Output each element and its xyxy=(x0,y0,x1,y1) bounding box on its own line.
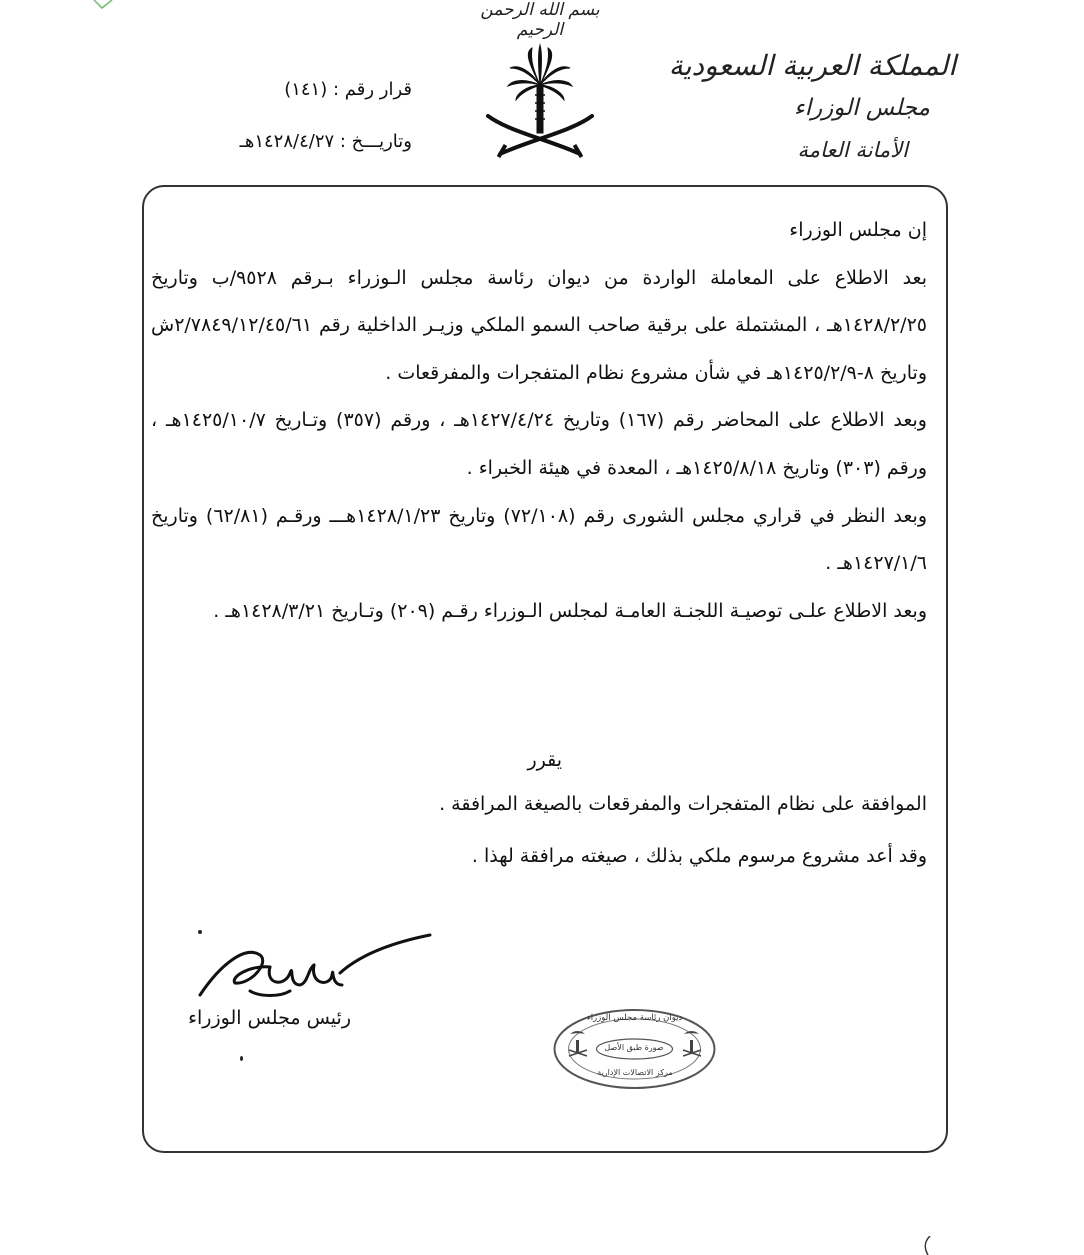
decision-number: قرار رقم : (١٤١) xyxy=(284,79,412,100)
body-paragraph: وبعد الاطلاع على المحاضر رقم (١٦٧) وتاريخ ١٤٢٧/٤/٢٤هـ ، ورقم (٣٥٧) وتـاريخ ١٤٢٥/١٠/٧هـ ، ورقم (٣٠٣) وتاريخ ١٤٢٥/٨/١٨هـ ، المعدة في هيئة الخبراء . xyxy=(151,409,927,479)
ink-dot xyxy=(240,1056,243,1061)
stamp-text-middle: صورة طبق الأصل xyxy=(604,1043,664,1052)
decision-body xyxy=(151,207,927,635)
body-opening: إن مجلس الوزراء xyxy=(789,219,927,241)
decision-item: وقد أعد مشروع مرسوم ملكي بذلك ، صيغته مرافقة لهذا . xyxy=(471,845,927,867)
stamp-text-top: ديوان رئاسة مجلس الوزراء xyxy=(586,1013,683,1023)
issuer-block xyxy=(656,46,956,170)
body-paragraph: بعد الاطلاع على المعاملة الواردة من ديوان رئاسة مجلس الـوزراء بـرقم ٩٥٢٨/ب وتاريخ ١٤٢٨/٢/٢٥هـ ، المشتملة على برقية صاحب السمو الملكي وزيـر الداخلية رقم ٢/٧٨٤٩/١٢/٤٥/٦١ش وتاريخ ٨-١٤٢٥/٢/٩هـ في شأن مشروع نظام المتفجرات والمفرقعات . xyxy=(151,266,927,384)
decision-item: الموافقة على نظام المتفجرات والمفرقعات بالصيغة المرافقة . xyxy=(439,793,927,815)
council-name: مجلس الوزراء xyxy=(793,95,930,121)
palm-swords-emblem-icon xyxy=(480,40,600,165)
kingdom-name: المملكة العربية السعودية xyxy=(668,49,956,82)
decision-date: وتاريـــخ : ١٤٢٨/٤/٢٧هـ xyxy=(239,131,412,152)
stamp-text-bottom: مركز الاتصالات الإدارية xyxy=(597,1068,673,1077)
secretariat-name: الأمانة العامة xyxy=(797,138,908,162)
basmala: بسم الله الرحمن الرحيم xyxy=(480,0,600,40)
corner-mark-icon xyxy=(92,0,114,10)
handwritten-signature-icon xyxy=(190,925,435,1005)
ink-dot xyxy=(198,930,202,934)
signer-title: رئيس مجلس الوزراء xyxy=(188,1007,351,1029)
body-paragraph: وبعد النظر في قراري مجلس الشورى رقم (٧٢/١٠٨) وتاريخ ١٤٢٨/١/٢٣هـــ ورقـم (٦٢/٨١) وتاريخ ١٤٢٧/١/٦هـ . xyxy=(151,504,928,575)
page-edge-mark-icon xyxy=(922,1236,934,1255)
decides-heading: يقرر xyxy=(527,749,562,771)
body-paragraph: وبعد الاطلاع علـى توصيـة اللجنـة العامـة لمجلس الـوزراء رقـم (٢٠٩) وتـاريخ ١٤٢٨/٣/٢١هـ . xyxy=(213,599,927,622)
